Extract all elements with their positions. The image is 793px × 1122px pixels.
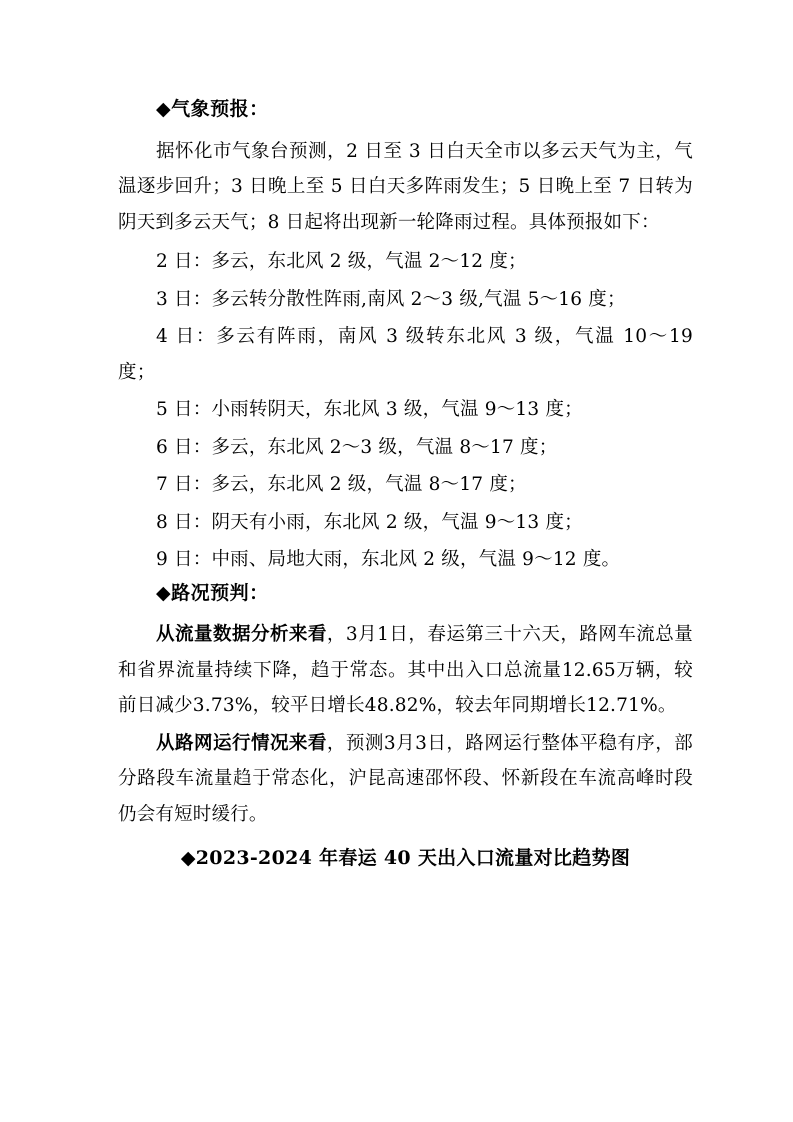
section-heading-weather: ◆气象预报：	[156, 98, 269, 120]
road-traffic-data-lead: 从流量数据分析来看	[156, 624, 327, 646]
road-network-operation-paragraph	[118, 726, 693, 833]
chart-title: ◆2023-2024 年春运 40 天出入口流量对比趋势图	[180, 847, 631, 870]
weather-day-3: 3 日：多云转分散性阵雨,南风 2～3 级,气温 5～16 度；	[156, 288, 626, 310]
section-heading-road: ◆路况预判：	[156, 581, 269, 604]
weather-day-8: 8 日：阴天有小雨，东北风 2 级，气温 9～13 度；	[156, 511, 583, 533]
road-traffic-data-paragraph	[118, 617, 693, 724]
weather-day-9: 9 日：中雨、局地大雨，东北风 2 级，气温 9～12 度。	[156, 549, 621, 571]
weather-overview-paragraph: 据怀化市气象台预测，2 日至 3 日白天全市以多云天气为主，气温逐步回升；3 日晚上至 5 日白天多阵雨发生；5 日晚上至 7 日转为阴天到多云天气；8 日起将出现新一轮降雨过程。具体预报如下：	[118, 140, 693, 233]
road-traffic-data-rest: ，3月1日，春运第三十六天，路网车流总量和省界流量持续下降，趋于常态。其中出入口总流量12.65万辆，较前日减少3.73%，较平日增长48.82%，较去年同期增长12.71%。	[118, 624, 693, 717]
weather-day-6: 6 日：多云，东北风 2～3 级，气温 8～17 度；	[156, 436, 558, 458]
road-network-operation-lead: 从路网运行情况来看	[156, 732, 327, 754]
weather-day-4: 4 日：多云有阵雨，南风 3 级转东北风 3 级，气温 10～19 度；	[118, 326, 693, 383]
document-body	[118, 96, 693, 873]
road-network-operation-rest: ，预测3月3日，路网运行整体平稳有序，部分路段车流量趋于常态化，沪昆高速邵怀段、怀新段在车流高峰时段仍会有短时缓行。	[118, 732, 693, 825]
weather-day-2: 2 日：多云，东北风 2 级，气温 2～12 度；	[156, 251, 527, 273]
weather-day-7: 7 日：多云，东北风 2 级，气温 8～17 度；	[156, 474, 527, 496]
weather-day-5: 5 日：小雨转阴天，东北风 3 级，气温 9～13 度；	[156, 399, 583, 421]
